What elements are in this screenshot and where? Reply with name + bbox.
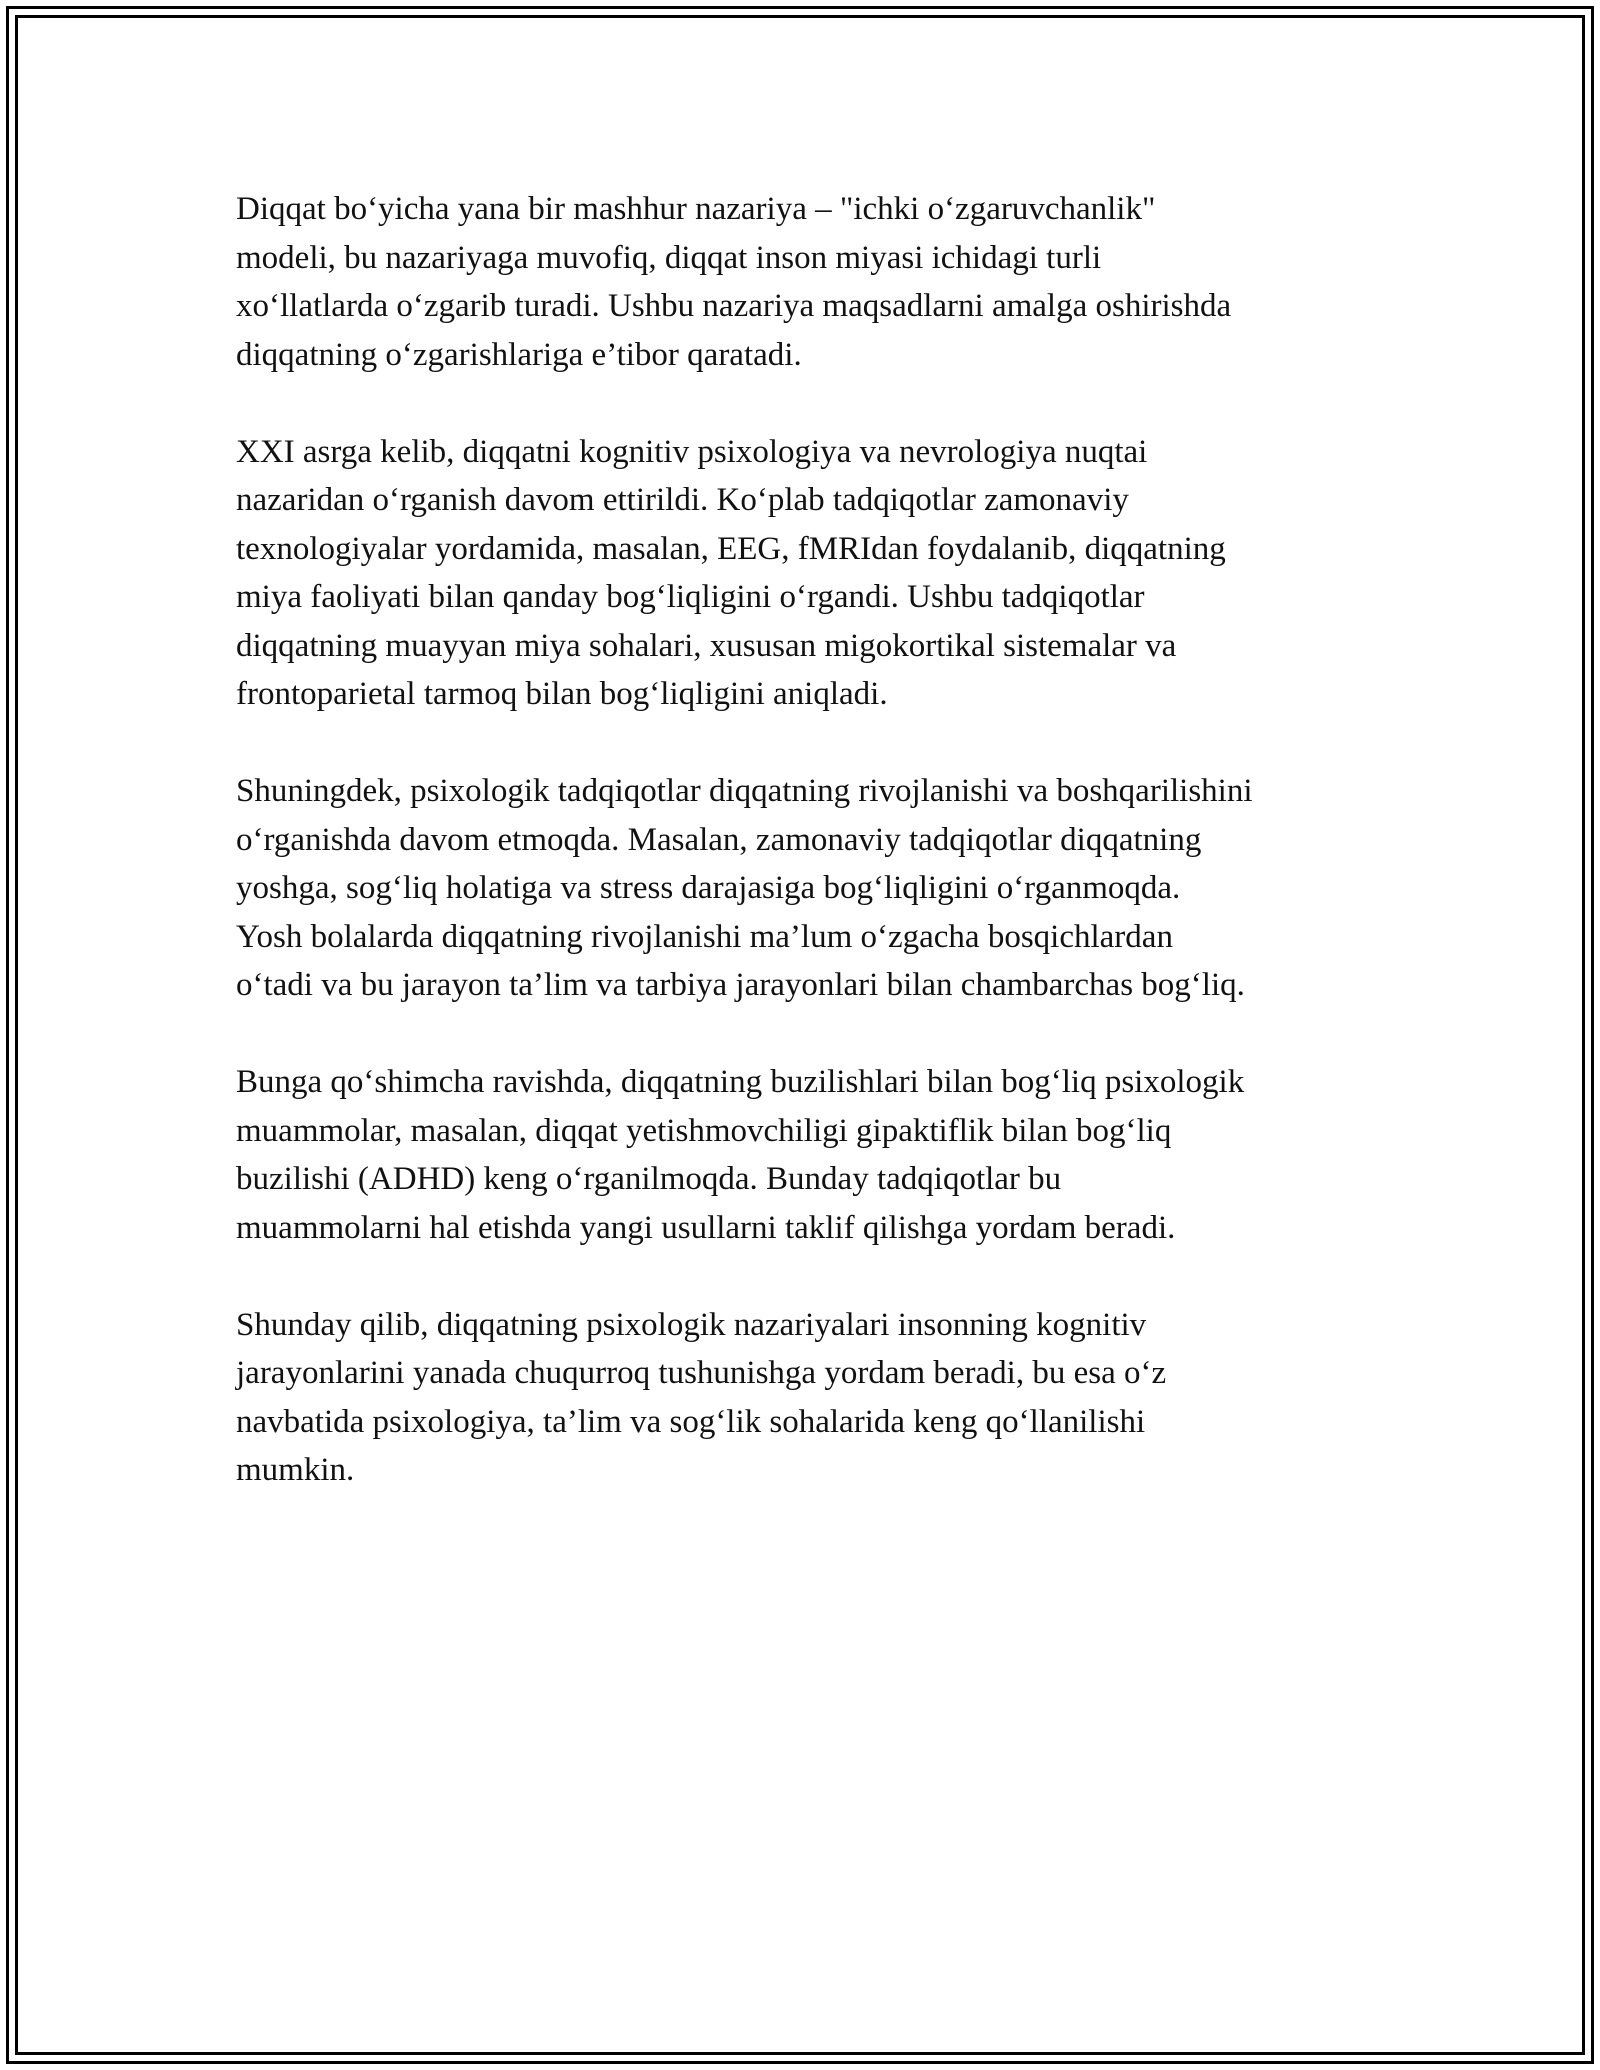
paragraph-line: o‘tadi va bu jarayon ta’lim va tarbiya jarayonlari bilan chambarchas bog‘liq. xyxy=(236,967,1245,1003)
paragraph-line: yoshga, sog‘liq holatiga va stress darajasiga bog‘liqligini o‘rganmoqda. xyxy=(236,870,1181,906)
paragraph-line: Yosh bolalarda diqqatning rivojlanishi ma’lum o‘zgacha bosqichlardan xyxy=(236,918,1173,955)
paragraph-4 xyxy=(236,1058,1376,1252)
paragraph-line: nazaridan o‘rganish davom ettirildi. Ko‘plab tadqiqotlar zamonaviy xyxy=(236,482,1129,518)
paragraph-line: Bunga qo‘shimcha ravishda, diqqatning buzilishlari bilan bog‘liq psixologik xyxy=(236,1064,1245,1100)
paragraph-line: o‘rganishda davom etmoqda. Masalan, zamonaviy tadqiqotlar diqqatning xyxy=(236,821,1202,858)
paragraph-line: muammolarni hal etishda yangi usullarni taklif qilishga yordam beradi. xyxy=(236,1209,1176,1246)
paragraph-line: navbatida psixologiya, ta’lim va sog‘lik sohalarida keng qo‘llanilishi xyxy=(236,1403,1146,1440)
paragraph-line: diqqatning o‘zgarishlariga e’tibor qaratadi. xyxy=(236,336,802,373)
paragraph-line: jarayonlarini yanada chuqurroq tushunishga yordam beradi, bu esa o‘z xyxy=(236,1355,1167,1391)
paragraph-5 xyxy=(236,1301,1376,1495)
paragraph-line: modeli, bu nazariyaga muvofiq, diqqat inson miyasi ichidagi turli xyxy=(236,239,1102,276)
paragraph-line: xo‘llatlarda o‘zgarib turadi. Ushbu nazariya maqsadlarni amalga oshirishda xyxy=(236,288,1232,324)
paragraph-line: diqqatning muayyan miya sohalari, xususan migokortikal sistemalar va xyxy=(236,627,1177,664)
paragraph-2 xyxy=(236,428,1376,719)
paragraph-line: Diqqat bo‘yicha yana bir mashhur nazariya – "ichki o‘zgaruvchanlik" xyxy=(236,191,1156,227)
paragraph-line: frontoparietal tarmoq bilan bog‘liqligini aniqladi. xyxy=(236,676,888,712)
paragraph-line: miya faoliyati bilan qanday bog‘liqligini o‘rgandi. Ushbu tadqiqotlar xyxy=(236,579,1145,615)
paragraph-line: buzilishi (ADHD) keng o‘rganilmoqda. Bunday tadqiqotlar bu xyxy=(236,1161,1062,1197)
paragraph-line: Shunday qilib, diqqatning psixologik nazariyalari insonning kognitiv xyxy=(236,1306,1147,1343)
paragraph-line: texnologiyalar yordamida, masalan, EEG, fMRIdan foydalanib, diqqatning xyxy=(236,530,1226,567)
paragraph-3 xyxy=(236,767,1376,1010)
document-body xyxy=(236,185,1376,1543)
paragraph-1 xyxy=(236,185,1376,379)
paragraph-line: mumkin. xyxy=(236,1452,355,1488)
paragraph-line: XXI asrga kelib, diqqatni kognitiv psixologiya va nevrologiya nuqtai xyxy=(236,433,1148,470)
paragraph-line: muammolar, masalan, diqqat yetishmovchiligi gipaktiflik bilan bog‘liq xyxy=(236,1112,1172,1149)
paragraph-line: Shuningdek, psixologik tadqiqotlar diqqatning rivojlanishi va boshqarilishini xyxy=(236,773,1253,809)
